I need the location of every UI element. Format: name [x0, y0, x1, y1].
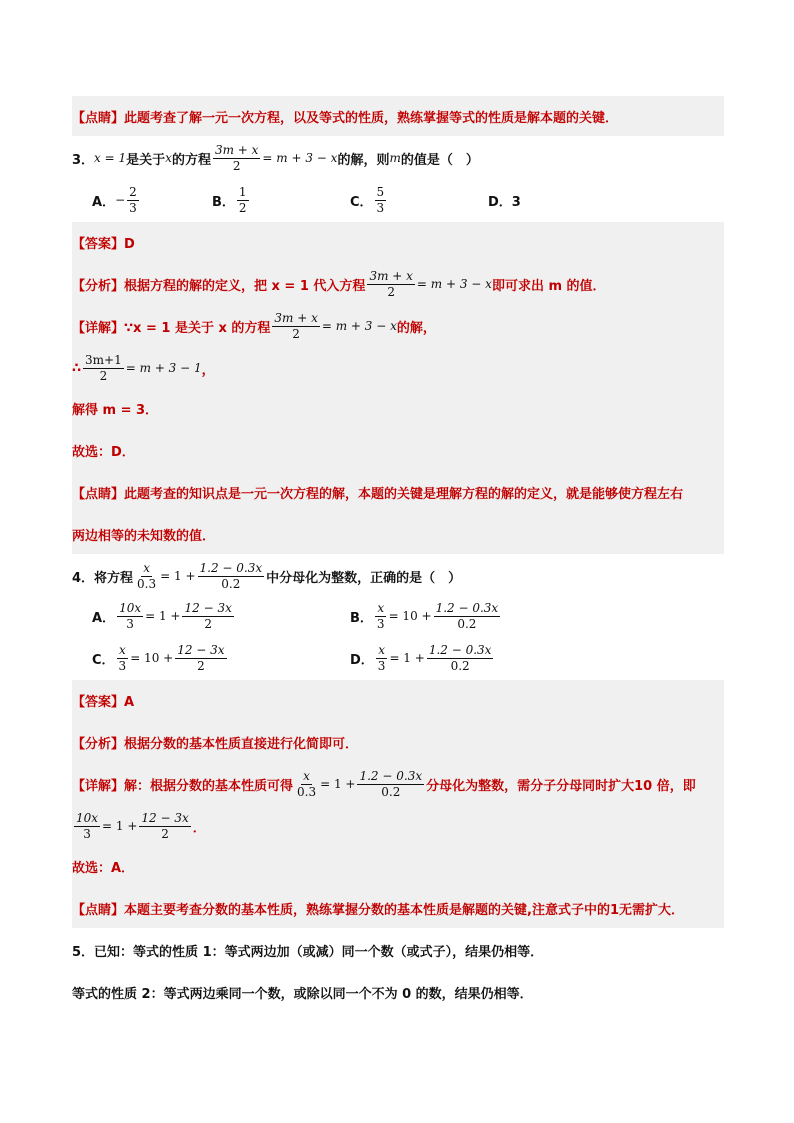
dianjing-remark-1: 【点睛】此题考查了解一元一次方程，以及等式的性质，熟练掌握等式的性质是解本题的关键．	[72, 110, 619, 126]
q4-option-d: D． $\frac{x}{3}$ = 1 + $\frac{1.2 - 0.3x}{0.2}$	[350, 642, 492, 673]
q4-analysis: 【分析】根据分数的基本性质直接进行化简即可．	[72, 736, 359, 752]
q3-answer: 【答案】D	[72, 236, 135, 252]
q3-option-b: B． $\frac{1}{2}$	[212, 184, 247, 215]
q3-solution: 解得 m = 3．	[72, 402, 159, 418]
q4-result: $\frac{10x}{3}$ = 1 + $\frac{12 - 3x}{2}$ ．	[76, 810, 206, 841]
q3-analysis: 【分析】根据方程的解的定义，把 x = 1 代入方程 $\frac{3m + x}{2}$ = m + 3 − x 即可求出 m 的值．	[72, 268, 606, 299]
q3-substitution: ∴ $\frac{3m+1}{2}$ = m + 3 − 1 ，	[72, 352, 215, 383]
q4-option-c: C． $\frac{x}{3}$ = 10 + $\frac{12 - 3x}{2}$	[92, 642, 225, 673]
q3-option-d: D．3	[488, 194, 521, 210]
q3-detail: 【详解】∵x = 1 是关于 x 的方程 $\frac{3m + x}{2}$ = m + 3 − x 的解，	[72, 310, 436, 341]
q3-option-a: A． − $\frac{2}{3}$	[92, 184, 137, 215]
q3-remark-line-2: 两边相等的未知数的值．	[72, 528, 216, 544]
q4-detail: 【详解】解：根据分数的基本性质可得 $\frac{x}{0.3}$ = 1 + $\frac{1.2 - 0.3x}{0.2}$ 分母化为整数，需分子分母同时扩大10 倍，即	[72, 768, 696, 799]
q4-option-b: B． $\frac{x}{3}$ = 10 + $\frac{1.2 - 0.3x}{0.2}$	[350, 600, 499, 631]
q4-choice: 故选：A．	[72, 860, 135, 876]
q3-equation-fraction: $\frac{3m + x}{2}$	[214, 142, 259, 173]
question-3: 3． x = 1 是关于 x 的方程 $\frac{3m + x}{2}$ = m + 3 − x 的解，则 m 的值是（ ）	[72, 142, 479, 173]
question-4: 4．将方程 $\frac{x}{0.3}$ = 1 + $\frac{1.2 - 0.3x}{0.2}$ 中分母化为整数，正确的是（ ）	[72, 560, 462, 591]
q3-remark-line-1: 【点睛】此题考查的知识点是一元一次方程的解，本题的关键是理解方程的解的定义，就是能够使方程左右	[72, 486, 684, 502]
question-5-line-1: 5．已知：等式的性质 1：等式两边加（或减）同一个数（或式子），结果仍相等．	[72, 944, 544, 960]
q4-answer: 【答案】A	[72, 694, 135, 710]
q3-option-c: C． $\frac{5}{3}$	[350, 184, 385, 215]
q4-option-a: A． $\frac{10x}{3}$ = 1 + $\frac{12 - 3x}{2}$	[92, 600, 232, 631]
q4-remark: 【点睛】本题主要考查分数的基本性质，熟练掌握分数的基本性质是解题的关键,注意式子中的1无需扩大．	[72, 902, 684, 918]
q3-choice: 故选：D．	[72, 444, 135, 460]
question-5-line-2: 等式的性质 2：等式两边乘同一个数，或除以同一个不为 0 的数，结果仍相等．	[72, 986, 533, 1002]
